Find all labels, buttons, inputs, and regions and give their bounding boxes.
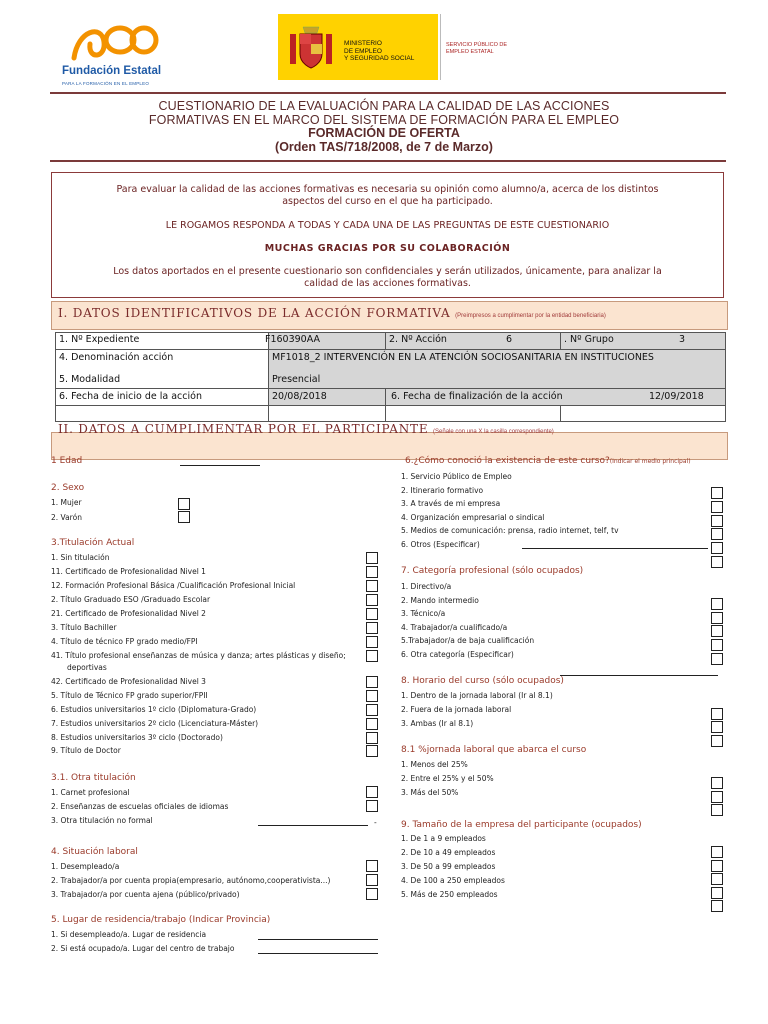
titulacion-checkbox[interactable] [366, 676, 378, 688]
titulacion-checkbox[interactable] [366, 594, 378, 606]
titulacion-option: 11. Certificado de Profesionalidad Nivel 1 [51, 567, 206, 576]
residencia-option: 2. Si está ocupado/a. Lugar del centro de trabajo [51, 944, 235, 953]
table-line-4 [55, 405, 725, 406]
titulacion-option: 4. Título de técnico FP grado medio/FPI [51, 637, 198, 646]
tamano-heading: 9. Tamaño de la empresa del participante (ocupados) [401, 820, 642, 830]
section1-title-text: I. DATOS IDENTIFICATIVOS DE LA ACCIÓN FORMATIVA [58, 306, 451, 320]
section2-title-text: II. DATOS A CUMPLIMENTAR POR EL PARTICIPANTE [58, 422, 429, 436]
header-divider [50, 92, 726, 94]
fundacion-estatal-logo [60, 20, 170, 90]
titulacion-checkbox[interactable] [366, 566, 378, 578]
titulacion-checkbox[interactable] [366, 552, 378, 564]
denominacion-value[interactable]: MF1018_2 INTERVENCIÓN EN LA ATENCIÓN SOCIOSANITARIA EN INSTITUCIONES [272, 352, 654, 363]
residencia-input-line[interactable] [258, 939, 378, 940]
titulacion-option: 2. Título Graduado ESO /Graduado Escolar [51, 595, 211, 604]
tamano-option: 3. De 50 a 99 empleados [401, 862, 496, 871]
conocio-option: 1. Servicio Público de Empleo [401, 472, 512, 481]
grupo-label: . Nº Grupo [564, 334, 614, 345]
fundacion-tagline: PARA LA FORMACIÓN EN EL EMPLEO [62, 81, 150, 86]
title-divider [50, 160, 726, 162]
titulacion-heading: 3.Titulación Actual [51, 538, 135, 548]
categoria-checkbox[interactable] [711, 653, 723, 665]
jornada-heading: 8.1 %jornada laboral que abarca el curso [401, 745, 587, 755]
categoria-heading: 7. Categoría profesional (sólo ocupados) [401, 566, 584, 576]
titulacion-checkbox[interactable] [366, 690, 378, 702]
titulacion-option: 7. Estudios universitarios 2º ciclo (Licenciatura-Máster) [51, 719, 259, 728]
horario-option: 2. Fuera de la jornada laboral [401, 705, 512, 714]
fin-value[interactable]: 12/09/2018 [649, 391, 704, 402]
tamano-checkbox[interactable] [711, 860, 723, 872]
fin-label: 6. Fecha de finalización de la acción [391, 391, 563, 402]
conocio-option: 3. A través de mi empresa [401, 499, 501, 508]
titulacion-option: 8. Estudios universitarios 3º ciclo (Doctorado) [51, 733, 223, 742]
categoria-option: 6. Otra categoría (Especificar) [401, 650, 514, 659]
logo-separator [440, 14, 441, 80]
sexo-heading: 2. Sexo [51, 483, 85, 493]
sexo-checkbox[interactable] [178, 511, 190, 523]
table-line-extra [560, 405, 561, 422]
horario-checkbox[interactable] [711, 721, 723, 733]
situacion-option: 2. Trabajador/a por cuenta propia(empresario, autónomo,cooperativista...) [51, 876, 331, 885]
table-line-left [55, 332, 56, 422]
edad-input-line[interactable] [180, 465, 260, 466]
form-title-line3: FORMACIÓN DE OFERTA [308, 126, 460, 140]
table-line-2 [55, 349, 725, 350]
intro-box [51, 172, 724, 298]
categoria-checkbox[interactable] [711, 598, 723, 610]
conocio-option: 6. Otros (Especificar) [401, 540, 480, 549]
conocio-checkbox[interactable] [711, 542, 723, 554]
categoria-option: 2. Mando intermedio [401, 596, 479, 605]
inicio-label: 6. Fecha de inicio de la acción [59, 391, 202, 402]
conocio-option: 4. Organización empresarial o sindical [401, 513, 545, 522]
situacion-checkbox[interactable] [366, 888, 378, 900]
table-line-top [55, 332, 725, 333]
categoria-otra-input-line[interactable] [560, 675, 718, 676]
titulacion-checkbox[interactable] [366, 732, 378, 744]
jornada-checkbox[interactable] [711, 804, 723, 816]
sexo-option: 2. Varón [51, 513, 82, 522]
table-line-accion [385, 332, 386, 350]
titulacion-option: 12. Formación Profesional Básica /Cualificación Profesional Inicial [51, 581, 296, 590]
titulacion-option: 6. Estudios universitarios 1º ciclo (Diplomatura-Grado) [51, 705, 257, 714]
titulacion-option: 21. Certificado de Profesionalidad Nivel 2 [51, 609, 206, 618]
fundacion-logo-mark-icon [68, 20, 160, 64]
form-title-line1: CUESTIONARIO DE LA EVALUACIÓN PARA LA CALIDAD DE LAS ACCIONES [158, 99, 610, 113]
form-title-line2: FORMATIVAS EN EL MARCO DEL SISTEMA DE FORMACIÓN PARA EL EMPLEO [148, 113, 620, 127]
trabajo-input-line[interactable] [258, 953, 378, 954]
intro-text-3: MUCHAS GRACIAS POR SU COLABORACIÓN [264, 243, 511, 254]
ministerio-logo [278, 14, 508, 80]
titulacion-option: 1. Sin titulación [51, 553, 110, 562]
fundacion-name: Fundación Estatal [62, 65, 162, 77]
section1-title [58, 306, 606, 320]
conocio-checkbox[interactable] [711, 528, 723, 540]
table-line-right [725, 332, 726, 422]
table-line-mid [268, 332, 269, 422]
conocio-option: 2. Itinerario formativo [401, 486, 484, 495]
intro-text-2: LE ROGAMOS RESPONDA A TODAS Y CADA UNA DE LAS PREGUNTAS DE ESTE CUESTIONARIO [165, 220, 610, 231]
situacion-option: 1. Desempleado/a [51, 862, 120, 871]
conocio-heading-text: 6.¿Cómo conoció la existencia de este curso? [405, 456, 610, 466]
sexo-checkbox[interactable] [178, 498, 190, 510]
expediente-value[interactable]: F160390AA [265, 334, 320, 345]
otra-titulacion-option: 2. Enseñanzas de escuelas oficiales de idiomas [51, 802, 229, 811]
titulacion-checkbox[interactable] [366, 718, 378, 730]
categoria-option: 1. Directivo/a [401, 582, 452, 591]
accion-label: 2. Nº Acción [389, 334, 447, 345]
servicio-publico-name: SERVICIO PÚBLICO DE EMPLEO ESTATAL [446, 42, 508, 55]
intro-text-4b: calidad de las acciones formativas. [304, 278, 471, 289]
jornada-option: 2. Entre el 25% y el 50% [401, 774, 494, 783]
section2-title [58, 422, 554, 436]
section2-note: (Señale con una X la casilla correspondiente) [433, 429, 554, 435]
modalidad-label: 5. Modalidad [59, 374, 121, 385]
jornada-checkbox[interactable] [711, 777, 723, 789]
tamano-option: 5. Más de 250 empleados [401, 890, 498, 899]
table-line-fin [385, 388, 386, 422]
sexo-option: 1. Mujer [51, 498, 82, 507]
situacion-option: 3. Trabajador/a por cuenta ajena (público/privado) [51, 890, 240, 899]
titulacion-option-cont: deportivas [67, 663, 107, 672]
titulacion-checkbox[interactable] [366, 580, 378, 592]
conocio-otros-input-line[interactable] [522, 548, 708, 549]
titulacion-option: 41. Título profesional enseñanzas de música y danza; artes plásticas y diseño; [51, 651, 346, 660]
tamano-option: 4. De 100 a 250 empleados [401, 876, 505, 885]
tamano-checkbox[interactable] [711, 900, 723, 912]
table-line-grupo [560, 332, 561, 350]
situacion-checkbox[interactable] [366, 874, 378, 886]
categoria-checkbox[interactable] [711, 639, 723, 651]
edad-label: 1 Edad [51, 456, 83, 466]
denominacion-label: 4. Denominación acción [59, 352, 174, 363]
categoria-checkbox[interactable] [711, 612, 723, 624]
titulacion-checkbox[interactable] [366, 704, 378, 716]
intro-text-1b: aspectos del curso en el que ha participado. [282, 196, 493, 207]
titulacion-checkbox[interactable] [366, 622, 378, 634]
otra-titulacion-option: 3. Otra titulación no formal [51, 816, 153, 825]
grupo-value[interactable]: 3 [679, 334, 686, 345]
conocio-checkbox[interactable] [711, 515, 723, 527]
situacion-checkbox[interactable] [366, 860, 378, 872]
modalidad-value[interactable]: Presencial [272, 374, 321, 385]
form-title-line4: (Orden TAS/718/2008, de 7 de Marzo) [275, 140, 493, 154]
titulacion-checkbox[interactable] [366, 608, 378, 620]
expediente-row-shade [268, 333, 725, 349]
section1-note: (Preimpresos a cumplimentar por la entidad beneficiaria) [455, 313, 606, 319]
conocio-checkbox[interactable] [711, 487, 723, 499]
accion-value[interactable]: 6 [506, 334, 513, 345]
conocio-note: (Indicar el medio principal) [609, 458, 691, 465]
jornada-option: 1. Menos del 25% [401, 760, 468, 769]
situacion-heading: 4. Situación laboral [51, 847, 138, 857]
residencia-option: 1. Si desempleado/a. Lugar de residencia [51, 930, 207, 939]
tamano-checkbox[interactable] [711, 846, 723, 858]
categoria-checkbox[interactable] [711, 625, 723, 637]
jornada-checkbox[interactable] [711, 791, 723, 803]
residencia-heading: 5. Lugar de residencia/trabajo (Indicar Provincia) [51, 915, 271, 925]
tamano-checkbox[interactable] [711, 873, 723, 885]
tamano-option: 1. De 1 a 9 empleados [401, 834, 486, 843]
table-line-3 [55, 388, 725, 389]
otra-titulacion-checkbox[interactable] [366, 786, 378, 798]
otra-titulacion-input-line[interactable] [258, 825, 368, 826]
horario-checkbox[interactable] [711, 735, 723, 747]
horario-heading: 8. Horario del curso (sólo ocupados) [401, 676, 564, 686]
otra-titulacion-heading: 3.1. Otra titulación [51, 773, 136, 783]
horario-checkbox[interactable] [711, 708, 723, 720]
conocio-heading [405, 456, 691, 466]
titulacion-checkbox[interactable] [366, 636, 378, 648]
otra-titulacion-checkbox[interactable] [366, 800, 378, 812]
ministerio-name: MINISTERIO DE EMPLEO Y SEGURIDAD SOCIAL [344, 40, 415, 62]
expediente-label: 1. Nº Expediente [59, 334, 140, 345]
titulacion-option: 9. Título de Doctor [51, 746, 121, 755]
conocio-option: 5. Medios de comunicación: prensa, radio internet, telf, tv [401, 526, 619, 535]
otra-titulacion-option: 1. Carnet profesional [51, 788, 130, 797]
horario-option: 3. Ambas (Ir al 8.1) [401, 719, 474, 728]
titulacion-option: 3. Título Bachiller [51, 623, 117, 632]
conocio-checkbox[interactable] [711, 556, 723, 568]
inicio-value[interactable]: 20/08/2018 [272, 391, 327, 402]
titulacion-checkbox[interactable] [366, 745, 378, 757]
intro-text-1a: Para evaluar la calidad de las acciones formativas es necesaria su opinión como alumno/a, acerca de los distintos [116, 184, 659, 195]
conocio-checkbox[interactable] [711, 501, 723, 513]
horario-option: 1. Dentro de la jornada laboral (Ir al 8.1) [401, 691, 553, 700]
tamano-option: 2. De 10 a 49 empleados [401, 848, 496, 857]
jornada-option: 3. Más del 50% [401, 788, 459, 797]
categoria-option: 4. Trabajador/a cualificado/a [401, 623, 508, 632]
categoria-option: 5.Trabajador/a de baja cualificación [401, 636, 535, 645]
titulacion-option: 5. Título de Técnico FP grado superior/FPII [51, 691, 208, 700]
coat-of-arms-icon [286, 24, 336, 70]
intro-text-4a: Los datos aportados en el presente cuestionario son confidenciales y serán utilizados, únicamente, para analizar la [113, 266, 662, 277]
otra-titulacion-dash: - [374, 818, 377, 827]
categoria-option: 3. Técnico/a [401, 609, 446, 618]
titulacion-option: 42. Certificado de Profesionalidad Nivel 3 [51, 677, 206, 686]
tamano-checkbox[interactable] [711, 887, 723, 899]
titulacion-checkbox[interactable] [366, 650, 378, 662]
